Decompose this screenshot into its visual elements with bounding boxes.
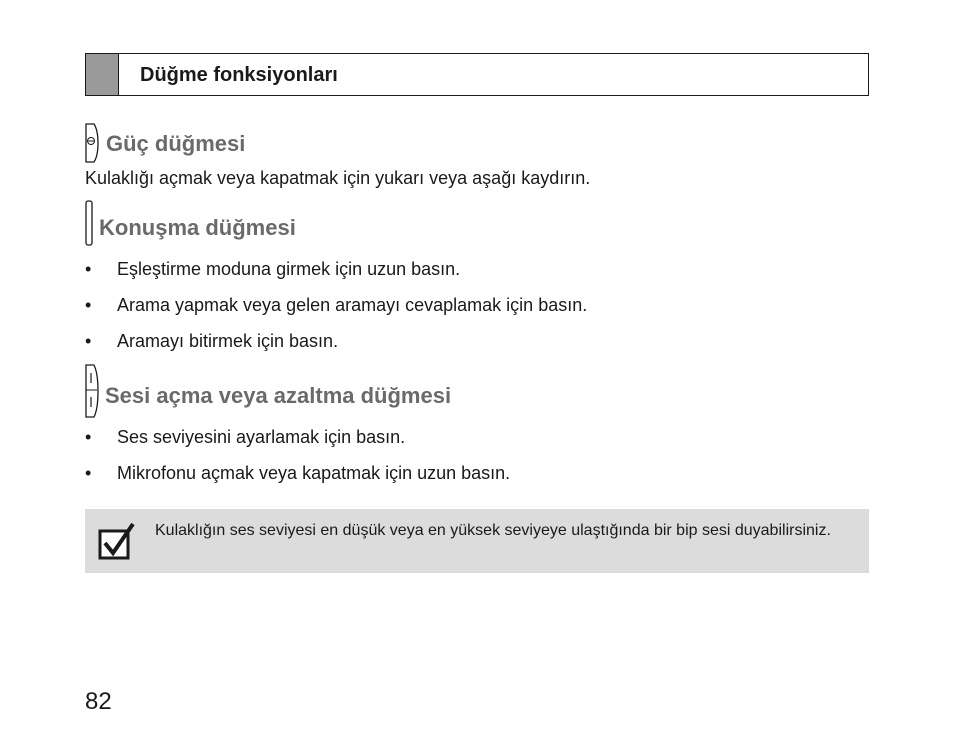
- talk-list-item: Arama yapmak veya gelen aramayı cevaplamak için basın.: [117, 295, 588, 315]
- volume-button-title: Sesi açma veya azaltma düğmesi: [105, 383, 452, 408]
- talk-bullet-2: •: [85, 295, 92, 315]
- talk-bullet-1: •: [85, 259, 92, 279]
- header-marker-block: [86, 54, 119, 95]
- volume-list-item: Ses seviyesini ayarlamak için basın.: [117, 427, 406, 447]
- talk-button-title: Konuşma düğmesi: [99, 215, 296, 240]
- volume-bullet-2: •: [85, 463, 92, 483]
- talk-list-item: Eşleştirme moduna girmek için uzun basın.: [117, 259, 461, 279]
- power-button-description: Kulaklığı açmak veya kapatmak için yukarı veya aşağı kaydırın.: [85, 168, 591, 188]
- talk-bullet-3: •: [85, 331, 92, 351]
- page-title: Düğme fonksiyonları: [140, 64, 338, 86]
- checkbox-check-icon: [97, 521, 137, 561]
- talk-list-item: Aramayı bitirmek için basın.: [117, 331, 339, 351]
- volume-button-icon: [84, 363, 100, 419]
- volume-bullet-1: •: [85, 427, 92, 447]
- note-text: Kulaklığın ses seviyesi en düşük veya en yüksek seviyeye ulaştığında bir bip sesi duyabilirsiniz.: [155, 522, 831, 539]
- volume-list-item: Mikrofonu açmak veya kapatmak için uzun basın.: [117, 463, 511, 483]
- page-number: 82: [85, 688, 112, 715]
- power-button-title: Güç düğmesi: [106, 131, 246, 156]
- talk-button-icon: [84, 200, 96, 246]
- power-button-icon: [84, 122, 100, 164]
- note-box: [85, 509, 869, 573]
- section-header: [85, 53, 869, 96]
